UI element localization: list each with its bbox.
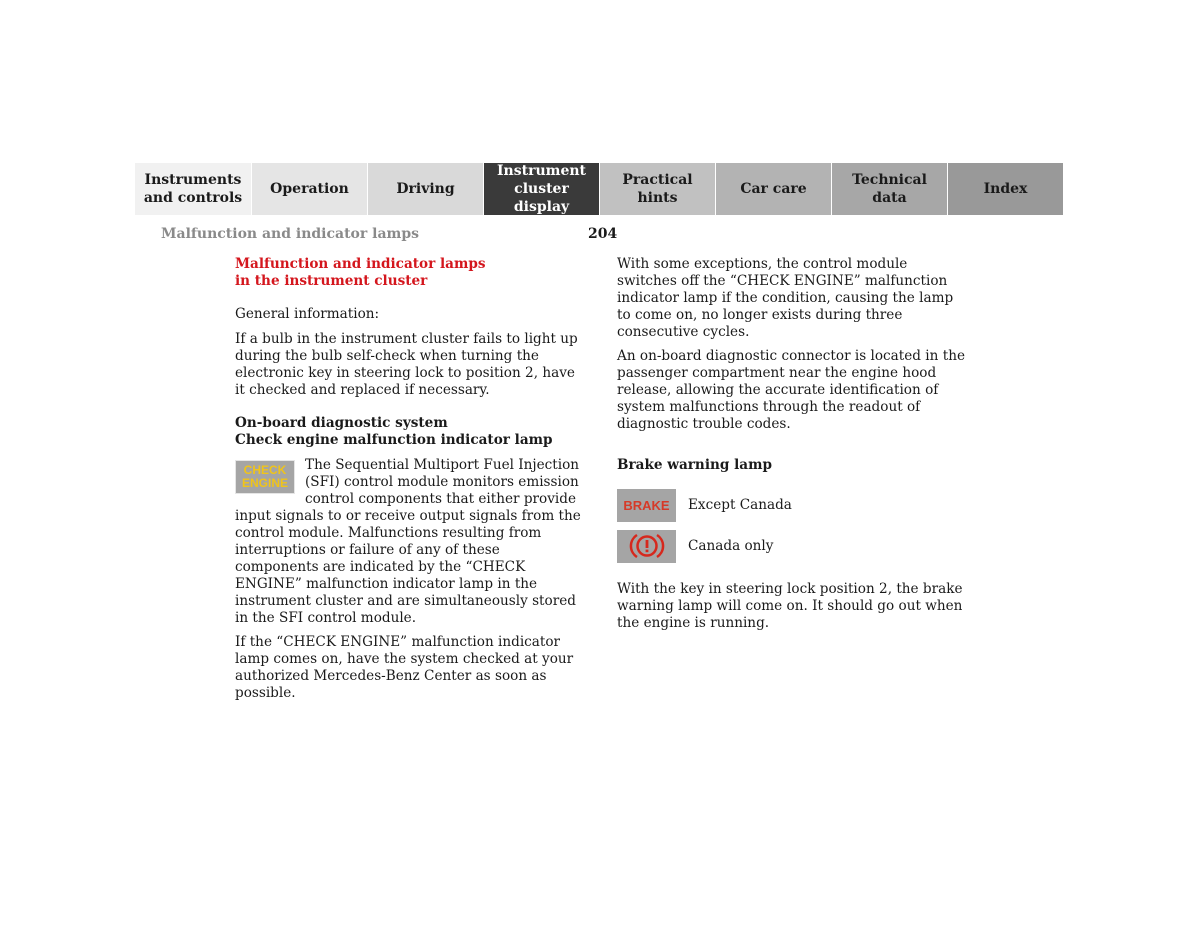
check-engine-advice-paragraph: If the “CHECK ENGINE” malfunction indicator lamp comes on, have the system checked at your authorized Mercedes-Benz Center as soon as possible. <box>235 634 574 701</box>
tab-car-care[interactable]: Car care <box>715 163 831 215</box>
exceptions-paragraph: With some exceptions, the control module switches off the “CHECK ENGINE” malfunction indicator lamp if the condition, causing the lamp to come on, no longer exists during three consecutive cycles. <box>617 256 954 340</box>
canada-only-label: Canada only <box>688 537 774 554</box>
brake-lamp-icon: BRAKE <box>617 489 676 522</box>
bulb-paragraph: If a bulb in the instrument cluster fails to light up during the bulb self-check when turning the electronic key in steering lock to position 2, have it checked and replaced if necessary. <box>235 331 578 398</box>
page-number: 204 <box>588 226 618 242</box>
section-title: Malfunction and indicator lamps <box>161 226 420 242</box>
sfi-block <box>235 457 583 627</box>
brake-warning-heading: Brake warning lamp <box>617 457 772 473</box>
malfunction-heading: Malfunction and indicator lamps in the instrument cluster <box>235 256 486 289</box>
check-engine-lamp-icon <box>235 460 295 494</box>
right-column <box>617 256 969 632</box>
circle-exclamation-icon <box>629 531 665 561</box>
obd-heading: On-board diagnostic system <box>235 415 448 431</box>
tab-instruments-and-controls[interactable]: Instruments and controls <box>135 163 251 215</box>
tab-technical-data[interactable]: Technical data <box>831 163 947 215</box>
tab-operation[interactable]: Operation <box>251 163 367 215</box>
tab-index[interactable]: Index <box>947 163 1063 215</box>
sfi-paragraph: The Sequential Multiport Fuel Injection (SFI) control module monitors emission control components that either provide input signals to or receive output signals from the control module. Malfunctions resulting from interruptions or failure of any of these components are indicated by the “CHECK ENGINE” malfunction indicator lamp in the instrument cluster and are simultaneously stored in the SFI control module. <box>235 457 581 626</box>
brake-key-paragraph: With the key in steering lock position 2, the brake warning lamp will come on. It should go out when the engine is running. <box>617 581 963 631</box>
brake-lamp-canada-row <box>617 528 969 564</box>
brake-warning-symbol-icon <box>617 530 676 563</box>
lamp-text-line1: CHECK <box>243 463 287 477</box>
chapter-tab-bar <box>135 163 1064 215</box>
check-engine-heading: Check engine malfunction indicator lamp <box>235 432 553 448</box>
left-column <box>235 256 583 702</box>
general-info-label: General information: <box>235 306 380 322</box>
tab-practical-hints[interactable]: Practical hints <box>599 163 715 215</box>
brake-lamp-except-canada-row <box>617 487 969 523</box>
lamp-text-line2: ENGINE <box>241 476 288 490</box>
tab-instrument-cluster-display[interactable]: Instrument cluster display <box>483 163 599 215</box>
tab-driving[interactable]: Driving <box>367 163 483 215</box>
connector-paragraph: An on-board diagnostic connector is located in the passenger compartment near the engine hood release, allowing the accurate identification of system malfunctions through the readout of diagnostic trouble codes. <box>617 348 965 432</box>
except-canada-label: Except Canada <box>688 496 792 513</box>
